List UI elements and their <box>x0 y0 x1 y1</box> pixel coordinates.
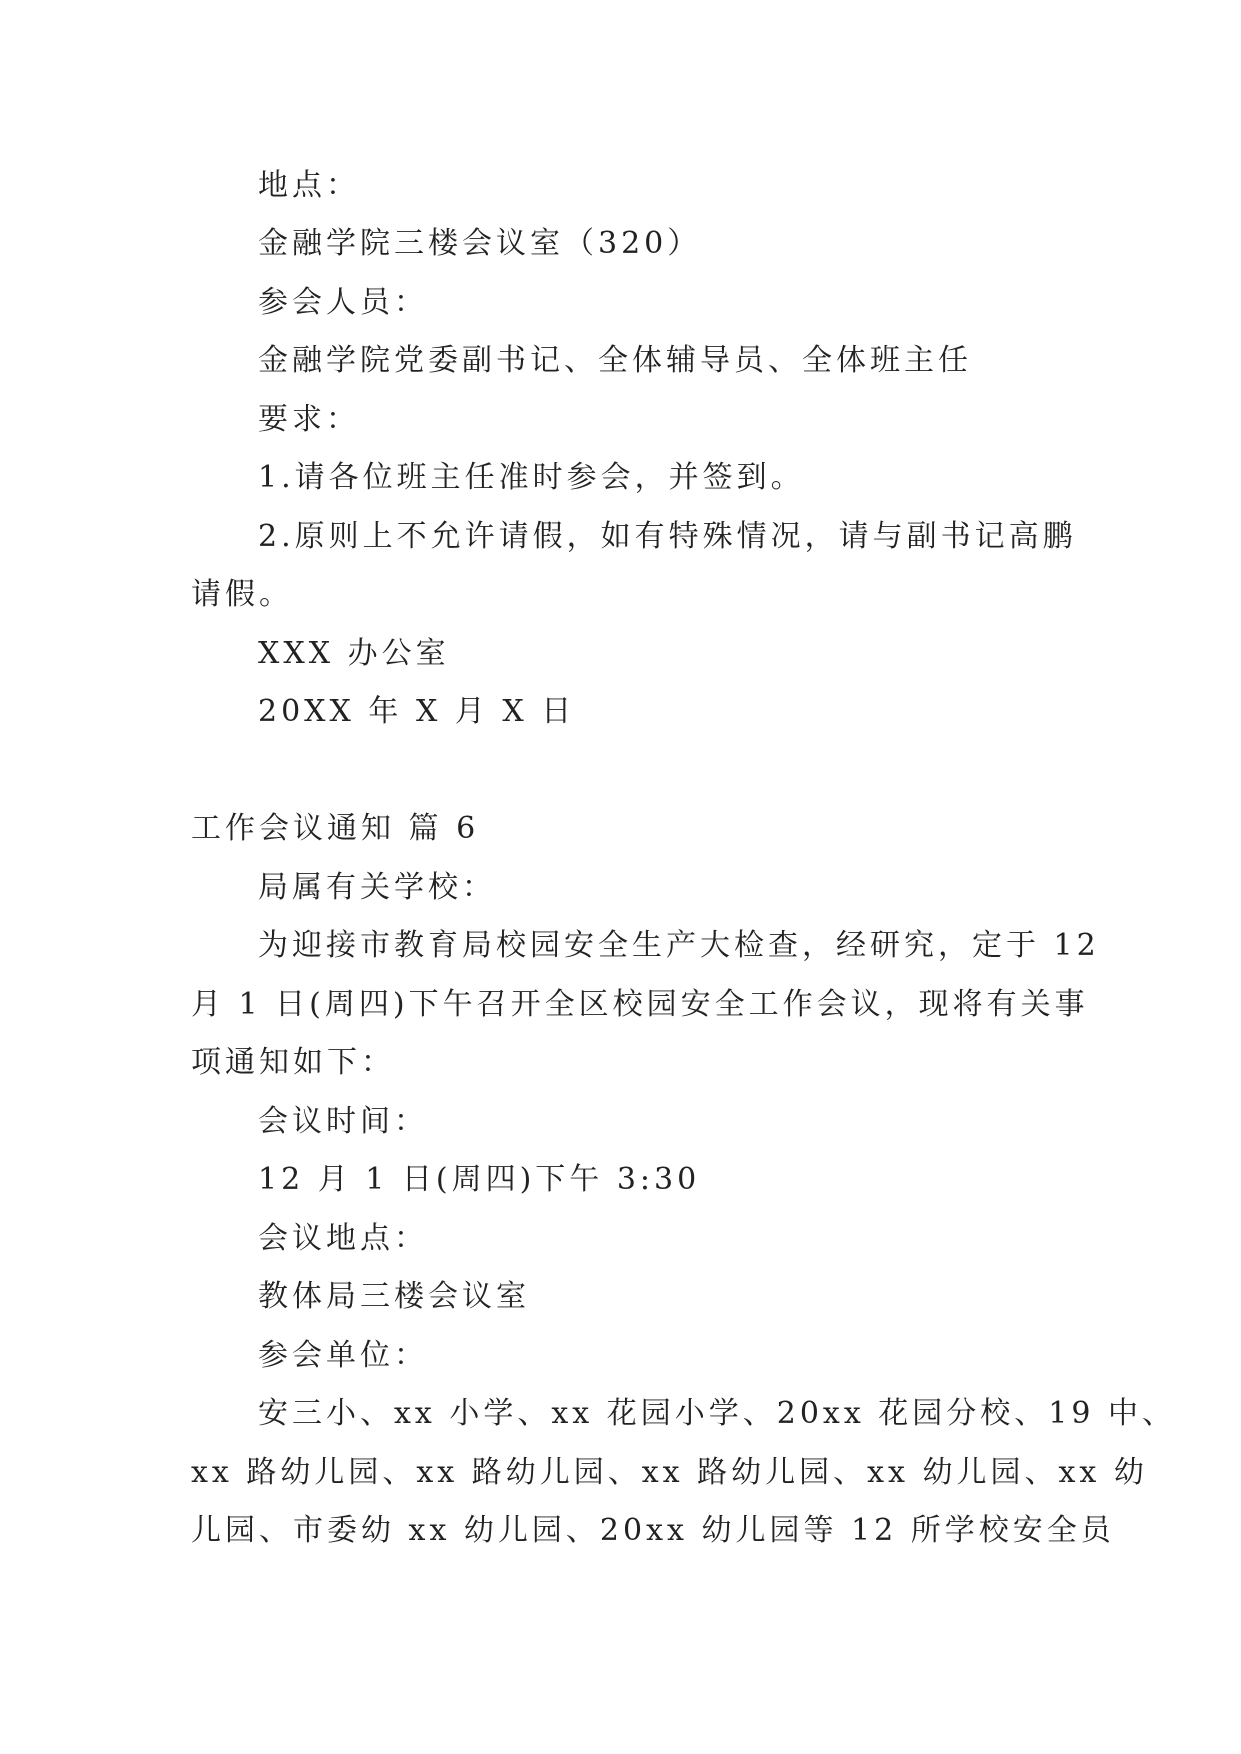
attendees-label: 参会人员： <box>258 285 428 320</box>
meeting-time-label: 会议时间： <box>258 1104 428 1139</box>
attendees-value: 金融学院党委副书记、全体辅导员、全体班主任 <box>258 343 972 378</box>
requirements-label: 要求： <box>258 402 360 437</box>
salutation: 局属有关学校： <box>258 870 496 905</box>
units-line1: 安三小、xx 小学、xx 花园小学、20xx 花园分校、19 中、 <box>258 1396 1177 1431</box>
units-line3: 儿园、市委幼 xx 幼儿园、20xx 幼儿园等 12 所学校安全员 <box>191 1513 1115 1548</box>
units-line2: xx 路幼儿园、xx 路幼儿园、xx 路幼儿园、xx 幼儿园、xx 幼 <box>191 1455 1148 1490</box>
meeting-time-value: 12 月 1 日(周四)下午 3:30 <box>258 1162 701 1197</box>
intro-line1: 为迎接市教育局校园安全生产大检查，经研究，定于 12 <box>258 928 1100 963</box>
section-heading: 工作会议通知 篇 6 <box>191 811 480 846</box>
signature-office: XXX 办公室 <box>258 636 450 671</box>
requirement-2-line2: 请假。 <box>191 577 293 612</box>
requirement-1: 1.请各位班主任准时参会，并签到。 <box>258 460 805 495</box>
location-label: 地点： <box>258 168 360 203</box>
meeting-place-label: 会议地点： <box>258 1221 428 1256</box>
meeting-place-value: 教体局三楼会议室 <box>258 1279 530 1314</box>
units-label: 参会单位： <box>258 1338 428 1373</box>
requirement-2-line1: 2.原则上不允许请假，如有特殊情况，请与副书记高鹏 <box>258 519 1077 554</box>
location-value: 金融学院三楼会议室（320） <box>258 226 702 261</box>
intro-line3: 项通知如下： <box>191 1045 395 1080</box>
signature-date: 20XX 年 X 月 X 日 <box>258 694 576 729</box>
intro-line2: 月 1 日(周四)下午召开全区校园安全工作会议，现将有关事 <box>191 987 1089 1022</box>
